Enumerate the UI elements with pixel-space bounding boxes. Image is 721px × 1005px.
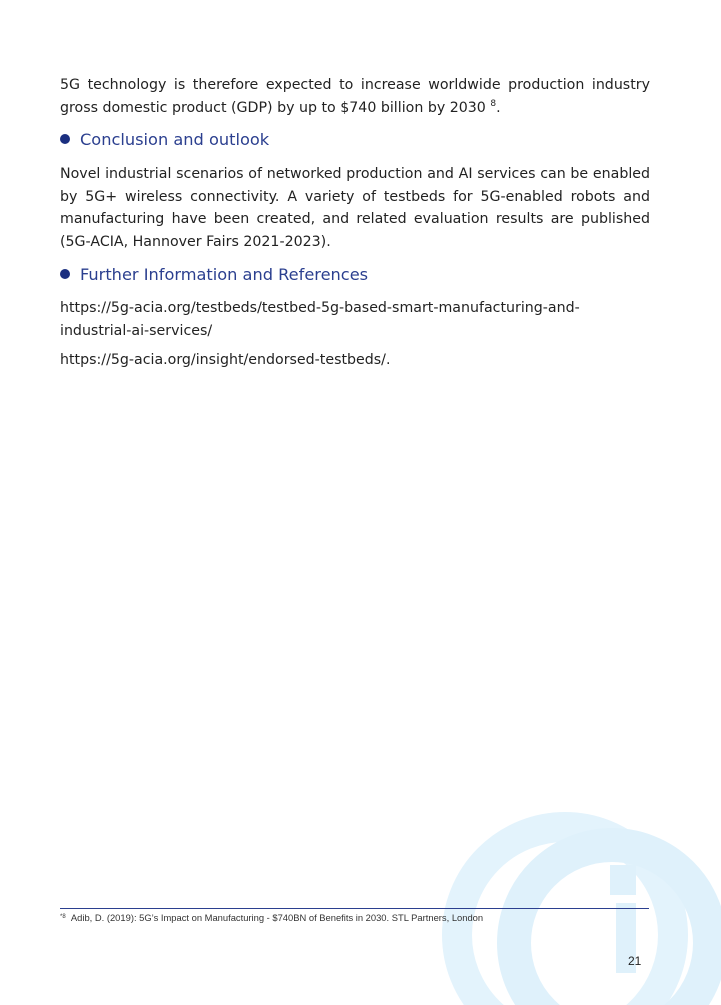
section-heading-references: Further Information and References xyxy=(60,264,368,286)
footnote-divider xyxy=(60,908,649,909)
footnote xyxy=(60,912,483,923)
bullet-icon xyxy=(60,134,70,144)
section-heading-conclusion: Conclusion and outlook xyxy=(60,129,269,151)
footnote-text: Adib, D. (2019): 5G’s Impact on Manufacturing - $740BN of Benefits in 2030. STL Partners, London xyxy=(70,912,484,923)
bullet-icon xyxy=(60,269,70,279)
footnote-marker: *8 xyxy=(60,914,66,920)
watermark-logo-icon xyxy=(440,805,721,1005)
intro-paragraph: 5G technology is therefore expected to increase worldwide production industry gross domestic product (GDP) by up to $740 billion by 2030 $^8$. xyxy=(60,77,650,116)
reference-link-endorsed[interactable]: https://5g-acia.org/insight/endorsed-testbeds/. xyxy=(60,352,391,368)
page-number: 21 xyxy=(628,954,642,968)
reference-link-testbed[interactable]: https://5g-acia.org/testbeds/testbed-5g-based-smart-manufacturing-and-industrial-ai-services/ xyxy=(60,300,580,339)
footnote-reference[interactable]: 8 xyxy=(490,98,497,109)
conclusion-paragraph: Novel industrial scenarios of networked production and AI services can be enabled by 5G+ wireless connectivity. A variety of testbeds for 5G-enabled robots and manufacturing have been created, and related evaluation results are published (5G-ACIA, Hannover Fairs 2021-2023). xyxy=(60,166,650,250)
